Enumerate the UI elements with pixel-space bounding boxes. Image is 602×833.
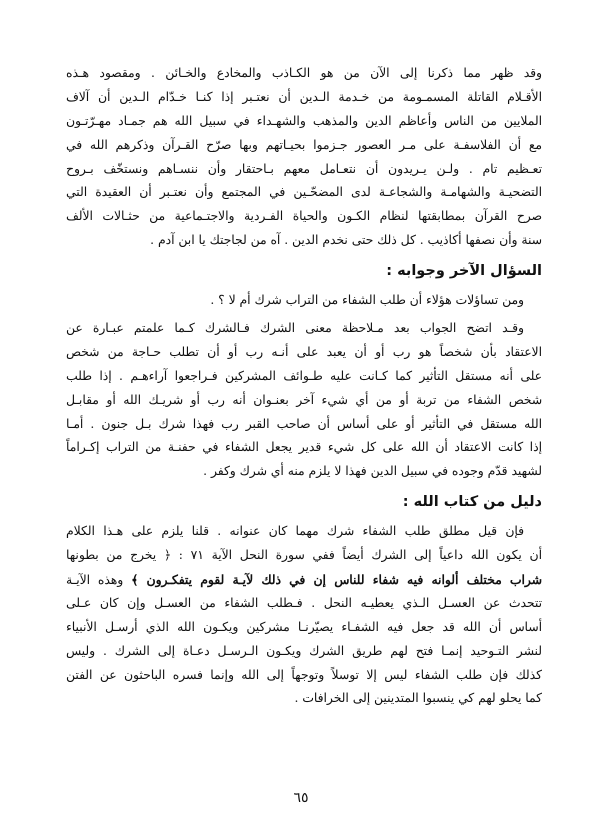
text-line: فإن قيل مطلق طلب الشفاء شرك مهما كان عنوانه . قلنا يلزم على هـذا الكلام [66,524,524,539]
text-line: وقـد اتضح الجواب بعد مـلاحظة معنى الشرك فـالشرك كـما علمتم عبـارة عن [66,321,524,336]
text-line-quran-verse [66,568,542,592]
text-line: وقد ظهر مما ذكرنا إلى الآن من هو الكـاذب والمخادع والخـائن . ومقصود هـذه [66,66,542,80]
text-line: تتحدث عن العسـل الـذي يعطيـه النحل . فـطلب الشفاء من العسـل وإن كان عـلى [66,595,542,610]
text-line: على أنه مستقل التأثير كما كـانت عليه طـوائف المشركين فـراجعوا آراءهـم . إذا طلب [66,368,542,383]
text-line: سنة وأن نصفها أكاذيب . كل ذلك حتى نخدم الدين . آه من لجاجتك يا ابن آدم . [150,233,542,248]
section-heading-question: السؤال الآخر وجوابه : [386,263,542,280]
text-line: لنشر التـوحيد إنمـا فتح لهم طريق الشرك ويكـون الـرسـل دعـاة إلى الشرك . وليس [66,643,542,658]
text-line: الاعتقاد بأن شخصاً هو رب أو أن يعبد على أنـه رب أو أن تطلب حـاجة من شخص [66,344,542,359]
text-line: الله مستقل في التأثير أو على أساس أن صاحب القبر رب فهذا شرك بـل جنون . أمـا [66,416,542,431]
text-line: لشهيد قدّم وجوده في سبيل الدين فهذا لا يلزم منه أي شرك وكفر . [203,464,542,479]
text-line: تعـظيم تام . ولـن يـريدون أن نتعـامل معهم بـاحتقار وأن ننسـاهم ونستخّف بـروح [66,161,542,176]
text-fragment: وهذه الآيـة [66,573,124,588]
paragraph-answer [66,317,542,484]
text-line: أن يكون الله داعياً إلى الشرك أيضاً ففي سورة النحل الآية ٧١ : ﴿ يخرج من بطونها [66,548,542,563]
text-line: مع أن الفلاسفـة على مـر العصور جـزموا بحيـاتهم وبها صرّح القـرآن وذكرهم الله في [66,137,542,152]
text-line: صرح القرآن بمطابقتها لنظام الكـون والحياة الفـردية والاجتـماعية من حثـالات الألف [66,209,542,224]
text-line: ومن تساؤلات هؤلاء أن طلب الشفاء من التراب شرك أم لا ؟ . [210,293,524,308]
text-line: كما يحلو لهم كي ينسبوا المتدينين إلى الخرافات . [294,691,542,706]
paragraph-evidence [66,520,542,711]
paragraph-intro [66,62,542,253]
quran-verse-text: شراب مختلف ألوانه فيه شفاء للناس إن في ذلك لآيـة لقوم يتفكـرون ﴾ [131,572,542,588]
paragraph-question [66,289,542,313]
text-line: شخص الشفاء من تربة أو من أي شيء آخر بعنـوان أنه رب أو شريـك الله أو مقابـل [66,392,542,407]
text-line: الأقـلام القاتلة المسمـومة من خـدمة الـدين أن نعتـبر إذا كنـا خـدّام الـدين أن آلاف [66,89,542,104]
text-line: أساس أن الله قد جعل فيه الشفـاء يصيّرنـا مشركين ويكـون الله الذي أرسـل الأنبياء [66,619,542,634]
text-line: كذلك فإن طلب الشفاء ليس إلا توسلاً وتوجهاً إلى الله وإنما فسره الباحثون عن الفتن [66,667,542,682]
section-heading-evidence: دليل من كتاب الله : [402,494,542,511]
text-line: التضحيـة والشهامـة والشجاعـة لدى المضحّـين في المجتمع وأن نعتـبر أن العقيدة التي [66,185,542,200]
text-line: إذا كانت الاعتقاد أن الله على كل شيء قدير يجعل الشفاء في حفنـة من التراب إكـراماً [66,440,542,455]
text-line: الملايين من الناس وأعاظم الدين والمذهب والشهـداء في سبيل الله هم جمـاد مهـرّتـون [66,113,542,128]
page-number: ٦٥ [293,790,309,806]
